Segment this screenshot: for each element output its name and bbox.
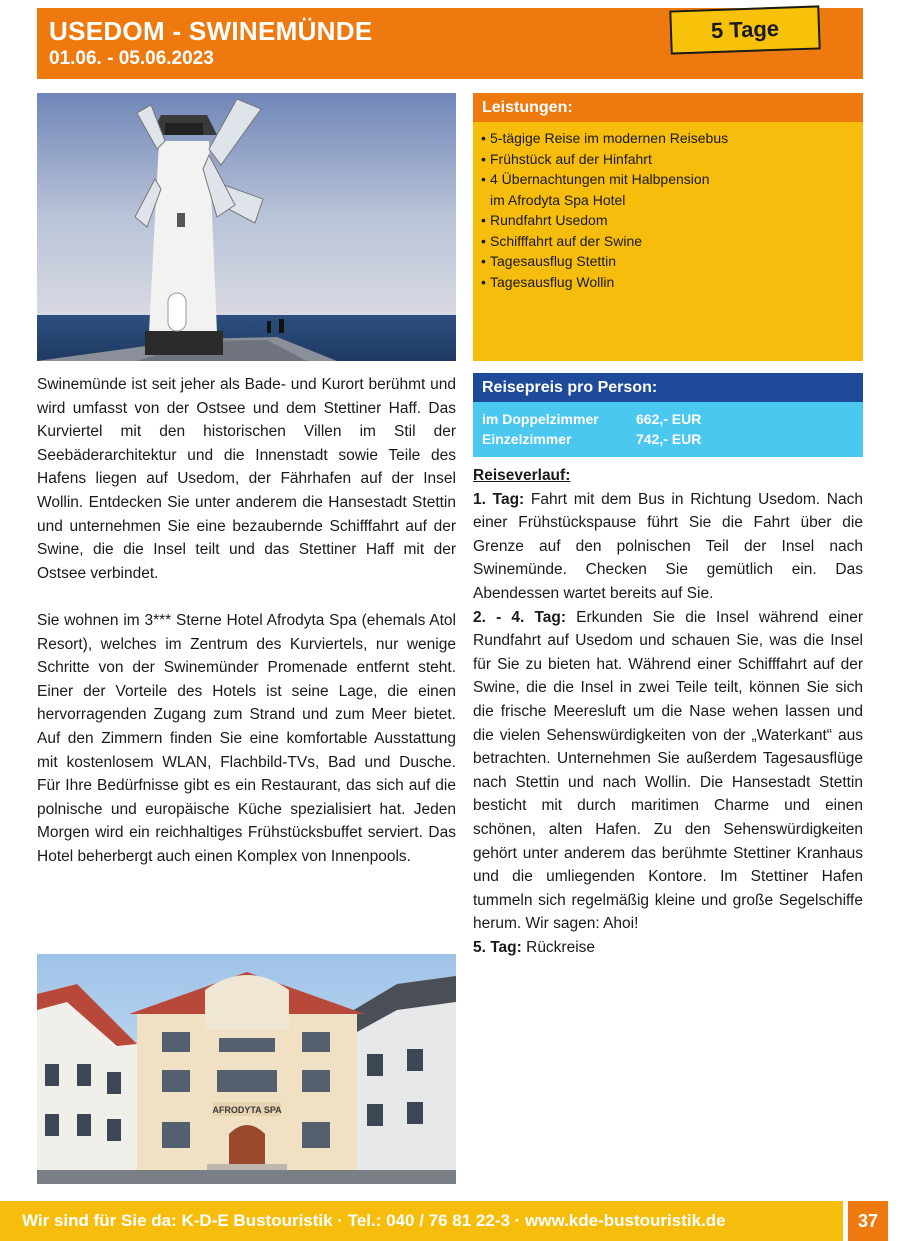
list-item: • Frühstück auf der Hinfahrt [481, 150, 652, 167]
list-item: • 5-tägige Reise im modernen Reisebus [481, 130, 729, 146]
services-list [473, 128, 863, 292]
travel-dates: 01.06. - 05.06.2023 [49, 48, 214, 69]
services-box [473, 93, 863, 361]
itinerary-day [473, 606, 863, 936]
lighthouse-photo [37, 93, 456, 361]
day-label: 1. Tag: [473, 490, 525, 508]
hotel-sign: AFRODYTA SPA [212, 1105, 282, 1115]
itinerary-day [473, 488, 863, 606]
room-price: 662,- EUR [636, 411, 702, 427]
contact-footer [0, 1201, 843, 1241]
room-price: 742,- EUR [636, 431, 702, 447]
contact-text: Wir sind für Sie da: K-D-E Bustouristik · Tel.: 040 / 76 81 22-3 · www.kde-bustouristik.de [22, 1211, 726, 1230]
page-number: 37 [848, 1201, 888, 1241]
day-text: Rückreise [521, 938, 596, 956]
hotel-paragraph: Sie wohnen im 3*** Sterne Hotel Afrodyta Spa (ehemals Atol Resort), welches im Zentrum des Kurviertels, nur wenige Schritte von der Swinemünder Promenade entfernt steht. Einer der Vorteile des Hotels ist seine Lage, die einen hervorragenden Zugang zum Strand und zum Meer bietet. Auf den Zimmern finden Sie eine komfortable Ausstattung mit kostenlosem WLAN, Flachbild-TVs, Bad und Dusche. Für Ihre Bedürfnisse gibt es ein Restaurant, das sich auf die polnische und europäische Küche spezialisiert hat. Jeden Morgen wird ein reichhaltiges Frühstücksbuffet serviert. Das Hotel beherbergt auch einen Komplex von Innenpools. [37, 611, 456, 865]
list-item-continuation: im Afrodyta Spa Hotel [490, 191, 626, 208]
price-heading: Reisepreis pro Person: [473, 373, 863, 402]
day-text: Fahrt mit dem Bus in Richtung Usedom. Nach einer Frühstückspause führt Sie die Fahrt über die Grenze auf den polnischen Teil der Insel nach Swinemünde. Checken Sie gemütlich ein. Das Abendessen wartet bereits auf Sie. [473, 490, 863, 602]
duration-badge: 5 Tage [669, 5, 820, 54]
room-type-label: im Doppelzimmer [482, 411, 599, 427]
price-box [473, 373, 863, 457]
price-row-single [482, 431, 702, 447]
list-item: • Tagesausflug Stettin [481, 253, 617, 269]
list-item: • Tagesausflug Wollin [481, 273, 615, 290]
itinerary-heading: Reiseverlauf: [473, 467, 571, 484]
room-type-label: Einzelzimmer [482, 431, 572, 447]
list-item: • Schifffahrt auf der Swine [481, 232, 643, 249]
list-item: • Rundfahrt Usedom [481, 212, 608, 228]
description-text [37, 373, 456, 868]
intro-paragraph: Swinemünde ist seit jeher als Bade- und Kurort berühmt und wird umfasst von der Ostsee und dem Stettiner Haff. Das Kurviertel mit den historischen Villen im Stil der Seebäderarchitektur und die Innenstadt sowie Teile des Hafens liegen auf Usedom, der Fährhafen auf der Insel Wollin. Entdecken Sie unter anderem die Hansestadt Stettin und unternehmen Sie eine bezaubernde Schifffahrt auf der Swine, die die Insel teilt und das Stettiner Haff mit der Ostsee verbindet. [37, 376, 456, 582]
hotel-photo [37, 954, 456, 1184]
day-label: 5. Tag: [473, 938, 522, 956]
itinerary-day [473, 936, 863, 960]
day-text: Erkunden Sie die Insel während einer Rundfahrt auf Usedom und schauen Sie, was die Insel für Sie zu bieten hat. Während einer Schifffahrt auf der Swine, die die Insel in zwei Teile teilt, können Sie sich die frische Meeresluft um die Nase wehen lassen und die vielen Sehenswürdigkeiten von der „Waterkant“ aus betrachten. Unternehmen Sie außerdem Tagesausflüge nach Stettin und nach Wollin. Die Hansestadt Stettin besticht mit durch maritimen Charme und einen schönen, alten Hafen. Zu den Sehenswürdigkeiten gehört unter anderem das berühmte Stettiner Kranhaus und die umliegenden Kontore. Im Stettiner Hafen tummeln sich regelmäßig kleine und große Segelschiffe herum. Wir sagen: Ahoi! [473, 608, 863, 933]
services-heading: Leistungen: [473, 93, 863, 122]
day-label: 2. - 4. Tag: [473, 608, 567, 626]
price-row-double [482, 411, 702, 427]
itinerary [473, 464, 863, 959]
page-title: USEDOM - SWINEMÜNDE [49, 16, 373, 46]
list-item: • 4 Übernachtungen mit Halbpension [481, 171, 710, 187]
